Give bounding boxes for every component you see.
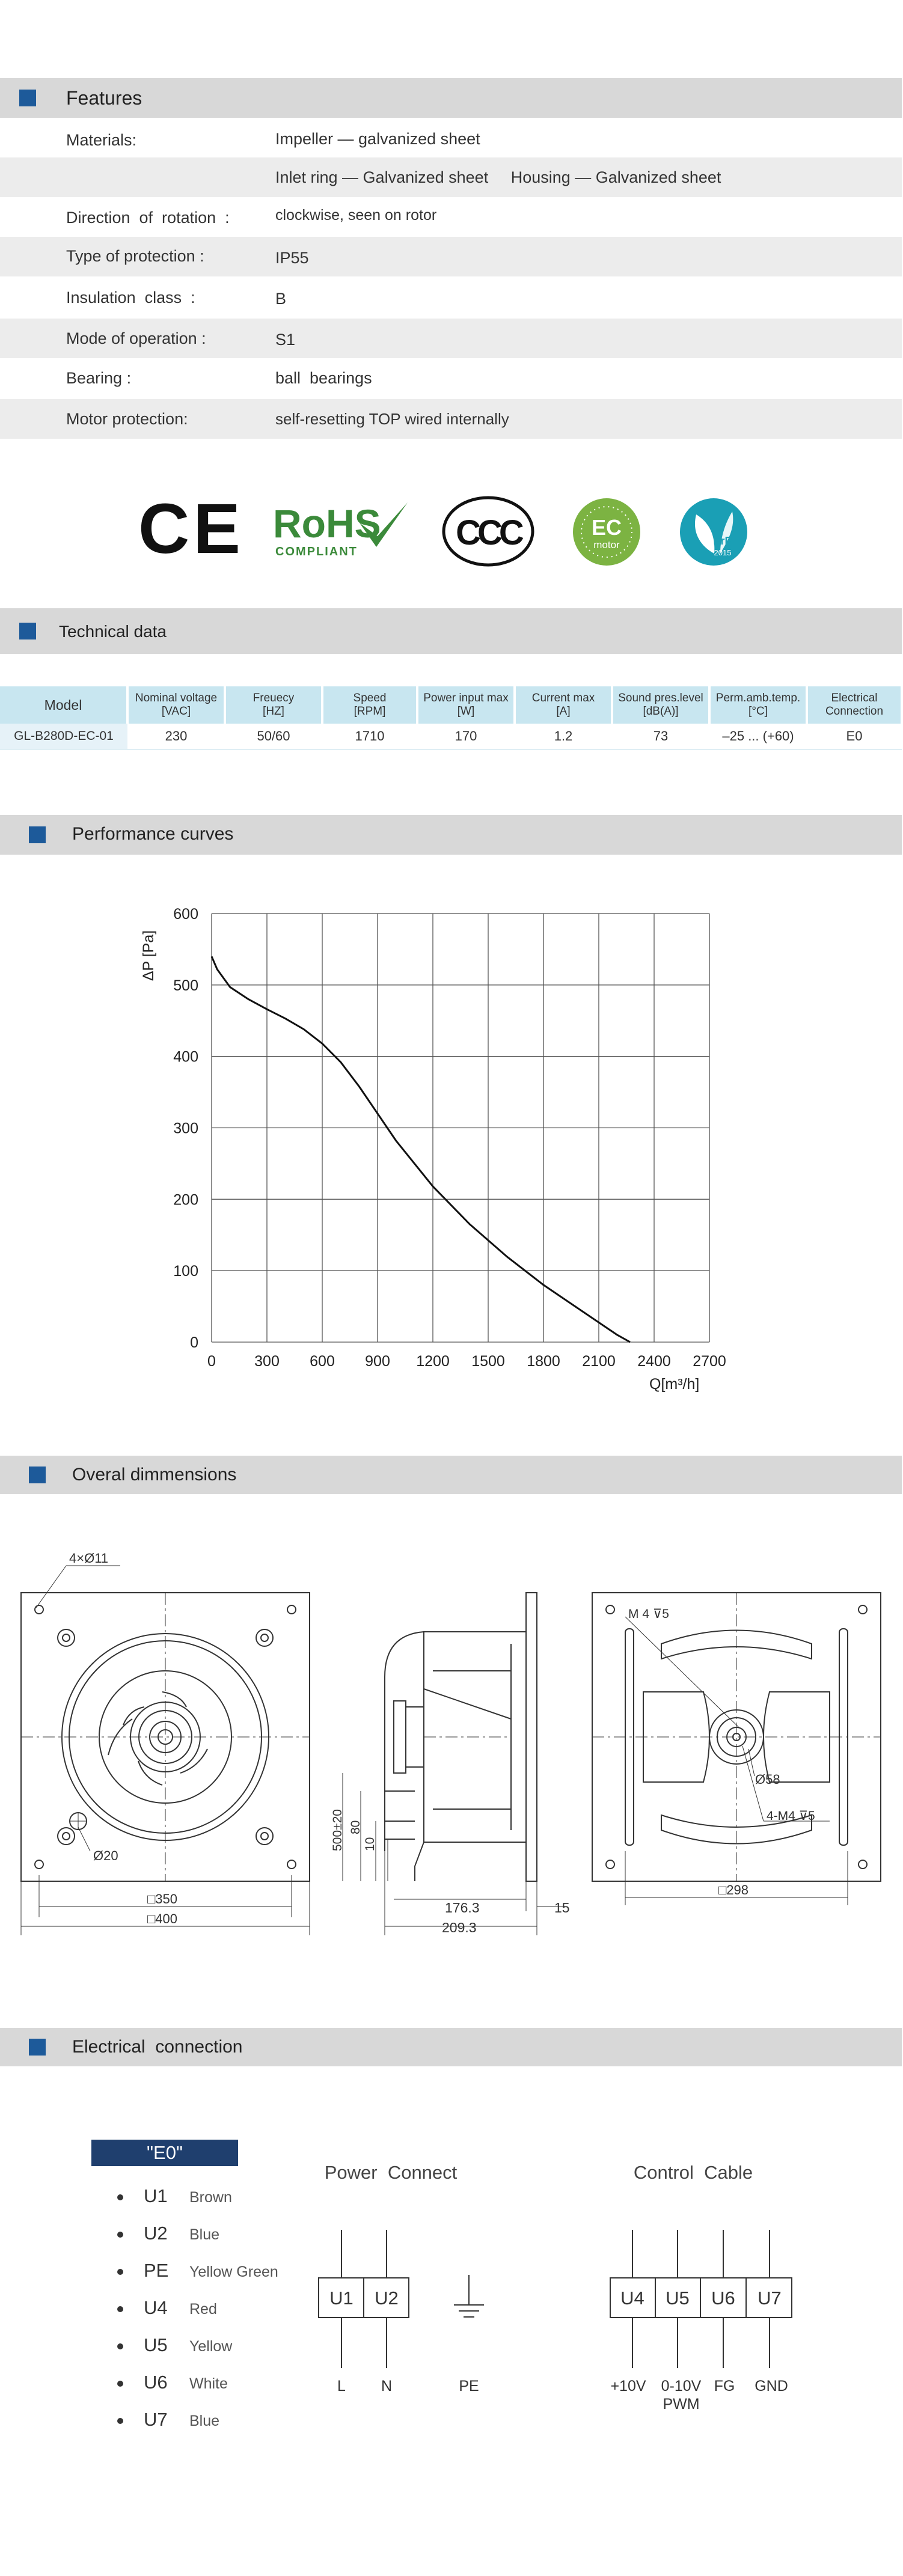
wire-list-item: U6 White (117, 2372, 228, 2393)
chart-y-tick-label: 500 (173, 977, 198, 994)
ccc-logo-icon (440, 494, 536, 569)
rear-view-drawing (592, 1593, 881, 1905)
power-connect-title: Power Connect (324, 2162, 458, 2183)
wire-list-item: U2 Blue (117, 2223, 219, 2244)
dim-15-label: 15 (554, 1900, 570, 1915)
features-title: Features (66, 87, 142, 109)
table-cell: 73 (612, 724, 709, 749)
feature-value: IP55 (275, 249, 309, 267)
terminal-label: U7 (758, 2288, 782, 2309)
control-label: PWM (663, 2396, 700, 2413)
performance-chart (0, 877, 902, 1418)
feature-row (0, 197, 902, 237)
dim-m4a-label: M 4 ⊽5 (628, 1607, 669, 1621)
feature-label: Mode of operation : (66, 329, 206, 347)
chart-x-tick-label: 600 (310, 1353, 335, 1370)
table-cell: GL-B280D-EC-01 (0, 724, 127, 749)
wire-list-item: U5 Yellow (117, 2334, 232, 2356)
chart-x-tick-label: 2400 (637, 1353, 671, 1370)
table-header-cell: Perm.amb.temp. [°C] (709, 686, 807, 724)
terminal-label: U1 (329, 2288, 354, 2309)
table-cell: 230 (127, 724, 225, 749)
table-cell: 50/60 (225, 724, 322, 749)
feature-value: S1 (275, 331, 296, 349)
power-label-pe: PE (459, 2378, 479, 2394)
chart-x-tick-label: 0 (207, 1353, 216, 1370)
dimension-drawing (0, 1539, 902, 1959)
table-header-cell: Current max [A] (515, 686, 612, 724)
feature-value: ball bearings (275, 369, 372, 387)
dim-500-label: 500±20 (331, 1809, 344, 1851)
ec-text: EC (591, 515, 622, 540)
rohs-logo-icon (269, 499, 414, 565)
table-row (0, 724, 902, 749)
feature-value: self-resetting TOP wired internally (275, 410, 509, 428)
erp-text: ErP (713, 535, 732, 547)
chart-x-tick-label: 300 (254, 1353, 280, 1370)
terminal-label: U6 (711, 2288, 735, 2309)
chart-x-tick-label: 900 (365, 1353, 390, 1370)
dim-1763-label: 176.3 (445, 1900, 480, 1915)
dim-10-label: 10 (363, 1837, 377, 1851)
table-cell: 1.2 (515, 724, 612, 749)
chart-y-tick-label: 600 (173, 906, 198, 923)
dimensions-title: Overal dimmensions (72, 1465, 237, 1485)
feature-label: Direction of rotation : (66, 209, 230, 227)
chart-y-tick-label: 200 (173, 1191, 198, 1209)
terminal-label: U2 (375, 2288, 399, 2309)
feature-value: clockwise, seen on rotor (275, 207, 437, 224)
control-label: +10V (610, 2378, 646, 2394)
ec-subtext: motor (593, 539, 620, 551)
dim-298-label: □298 (718, 1882, 748, 1897)
chart-y-axis-label: ΔP [Pa] (140, 930, 157, 981)
erp-logo-icon (678, 496, 749, 567)
dim-2093-label: 209.3 (442, 1920, 477, 1935)
feature-row (0, 358, 902, 398)
table-cell: –25 ... (+60) (709, 724, 807, 749)
ccc-text: CCC (456, 513, 521, 552)
technical-table (0, 686, 903, 750)
technical-title: Technical data (59, 622, 167, 641)
ce-mark-icon (138, 489, 244, 571)
wiring-diagram (0, 2152, 902, 2428)
feature-row (0, 278, 902, 317)
section-marker-icon (19, 90, 36, 106)
dim-d58-label: Ø58 (755, 1772, 780, 1787)
section-marker-icon (29, 2039, 46, 2056)
table-header-cell: Sound pres.level [dB(A)] (612, 686, 709, 724)
electrical-title: Electrical connection (72, 2037, 243, 2057)
control-label: GND (755, 2378, 788, 2394)
dim-350-label: □350 (147, 1891, 177, 1906)
wire-list-item: U4 Red (117, 2297, 217, 2319)
performance-title: Performance curves (72, 824, 234, 844)
chart-y-tick-label: 100 (173, 1263, 198, 1280)
table-cell: 1710 (322, 724, 417, 749)
table-header-cell: Freuecy [HZ] (225, 686, 322, 724)
feature-row (0, 237, 902, 276)
front-view-drawing (21, 1566, 310, 1935)
feature-label: Motor protection: (66, 410, 188, 428)
chart-x-axis-label: Q[m³/h] (649, 1376, 700, 1393)
feature-row (0, 319, 902, 358)
control-label: FG (714, 2378, 735, 2394)
dim-holes-label: 4×Ø11 (69, 1551, 109, 1566)
wire-list-item: U7 Blue (117, 2409, 219, 2431)
wire-list-item: U1 Brown (117, 2185, 232, 2207)
table-header-cell: Power input max [W] (417, 686, 515, 724)
chart-y-tick-label: 400 (173, 1048, 198, 1066)
feature-label: Type of protection : (66, 247, 204, 265)
chart-x-tick-label: 2100 (582, 1353, 616, 1370)
dim-m4b-label: 4-M4 ⊽5 (767, 1809, 815, 1823)
table-cell: E0 (807, 724, 902, 749)
chart-series-line (212, 956, 630, 1342)
feature-label: Bearing : (66, 369, 132, 387)
chart-x-tick-label: 1800 (527, 1353, 560, 1370)
power-label-n: N (381, 2378, 393, 2394)
control-label: 0-10V (661, 2378, 702, 2394)
dim-d20-label: Ø20 (93, 1848, 118, 1863)
side-view-drawing (343, 1593, 565, 1935)
table-cell: 170 (417, 724, 515, 749)
feature-value: B (275, 290, 287, 308)
power-label-l: L (337, 2378, 346, 2394)
feature-row (0, 157, 902, 197)
feature-label: Insulation class : (66, 288, 195, 307)
terminal-label: U5 (666, 2288, 690, 2309)
table-header-cell: Speed [RPM] (322, 686, 417, 724)
chart-x-tick-label: 1500 (471, 1353, 505, 1370)
dim-80-label: 80 (349, 1820, 363, 1834)
wire-list-item: PE Yellow Green (117, 2260, 278, 2281)
feature-value: Impeller — galvanized sheet (275, 130, 480, 148)
rohs-text: RoHS (273, 501, 381, 546)
section-marker-icon (29, 826, 46, 843)
e0-badge-label: "E0" (147, 2142, 183, 2163)
chart-x-tick-label: 1200 (416, 1353, 450, 1370)
feature-value: Inlet ring — Galvanized sheet Housing — Galvanized sheet (275, 168, 721, 186)
feature-label: Materials: (66, 131, 137, 149)
dim-400-label: □400 (147, 1911, 177, 1926)
erp-year-text: 2015 (714, 548, 732, 557)
ec-motor-logo-icon (571, 496, 642, 567)
chart-y-tick-label: 300 (173, 1120, 198, 1137)
control-cable-title: Control Cable (633, 2162, 753, 2183)
ce-mark-text: CE (138, 489, 244, 569)
feature-row (0, 399, 902, 439)
table-header-cell: Model (0, 686, 127, 724)
section-marker-icon (29, 1467, 46, 1483)
chart-x-tick-label: 2700 (693, 1353, 726, 1370)
feature-row (0, 120, 902, 160)
table-header-cell: Electrical Connection (807, 686, 902, 724)
terminal-label: U4 (620, 2288, 644, 2309)
table-header-cell: Nominal voltage [VAC] (127, 686, 225, 724)
rohs-subtext: COMPLIANT (275, 545, 358, 558)
chart-y-tick-label: 0 (190, 1334, 198, 1351)
table-header-row (0, 686, 902, 724)
section-marker-icon (19, 623, 36, 639)
